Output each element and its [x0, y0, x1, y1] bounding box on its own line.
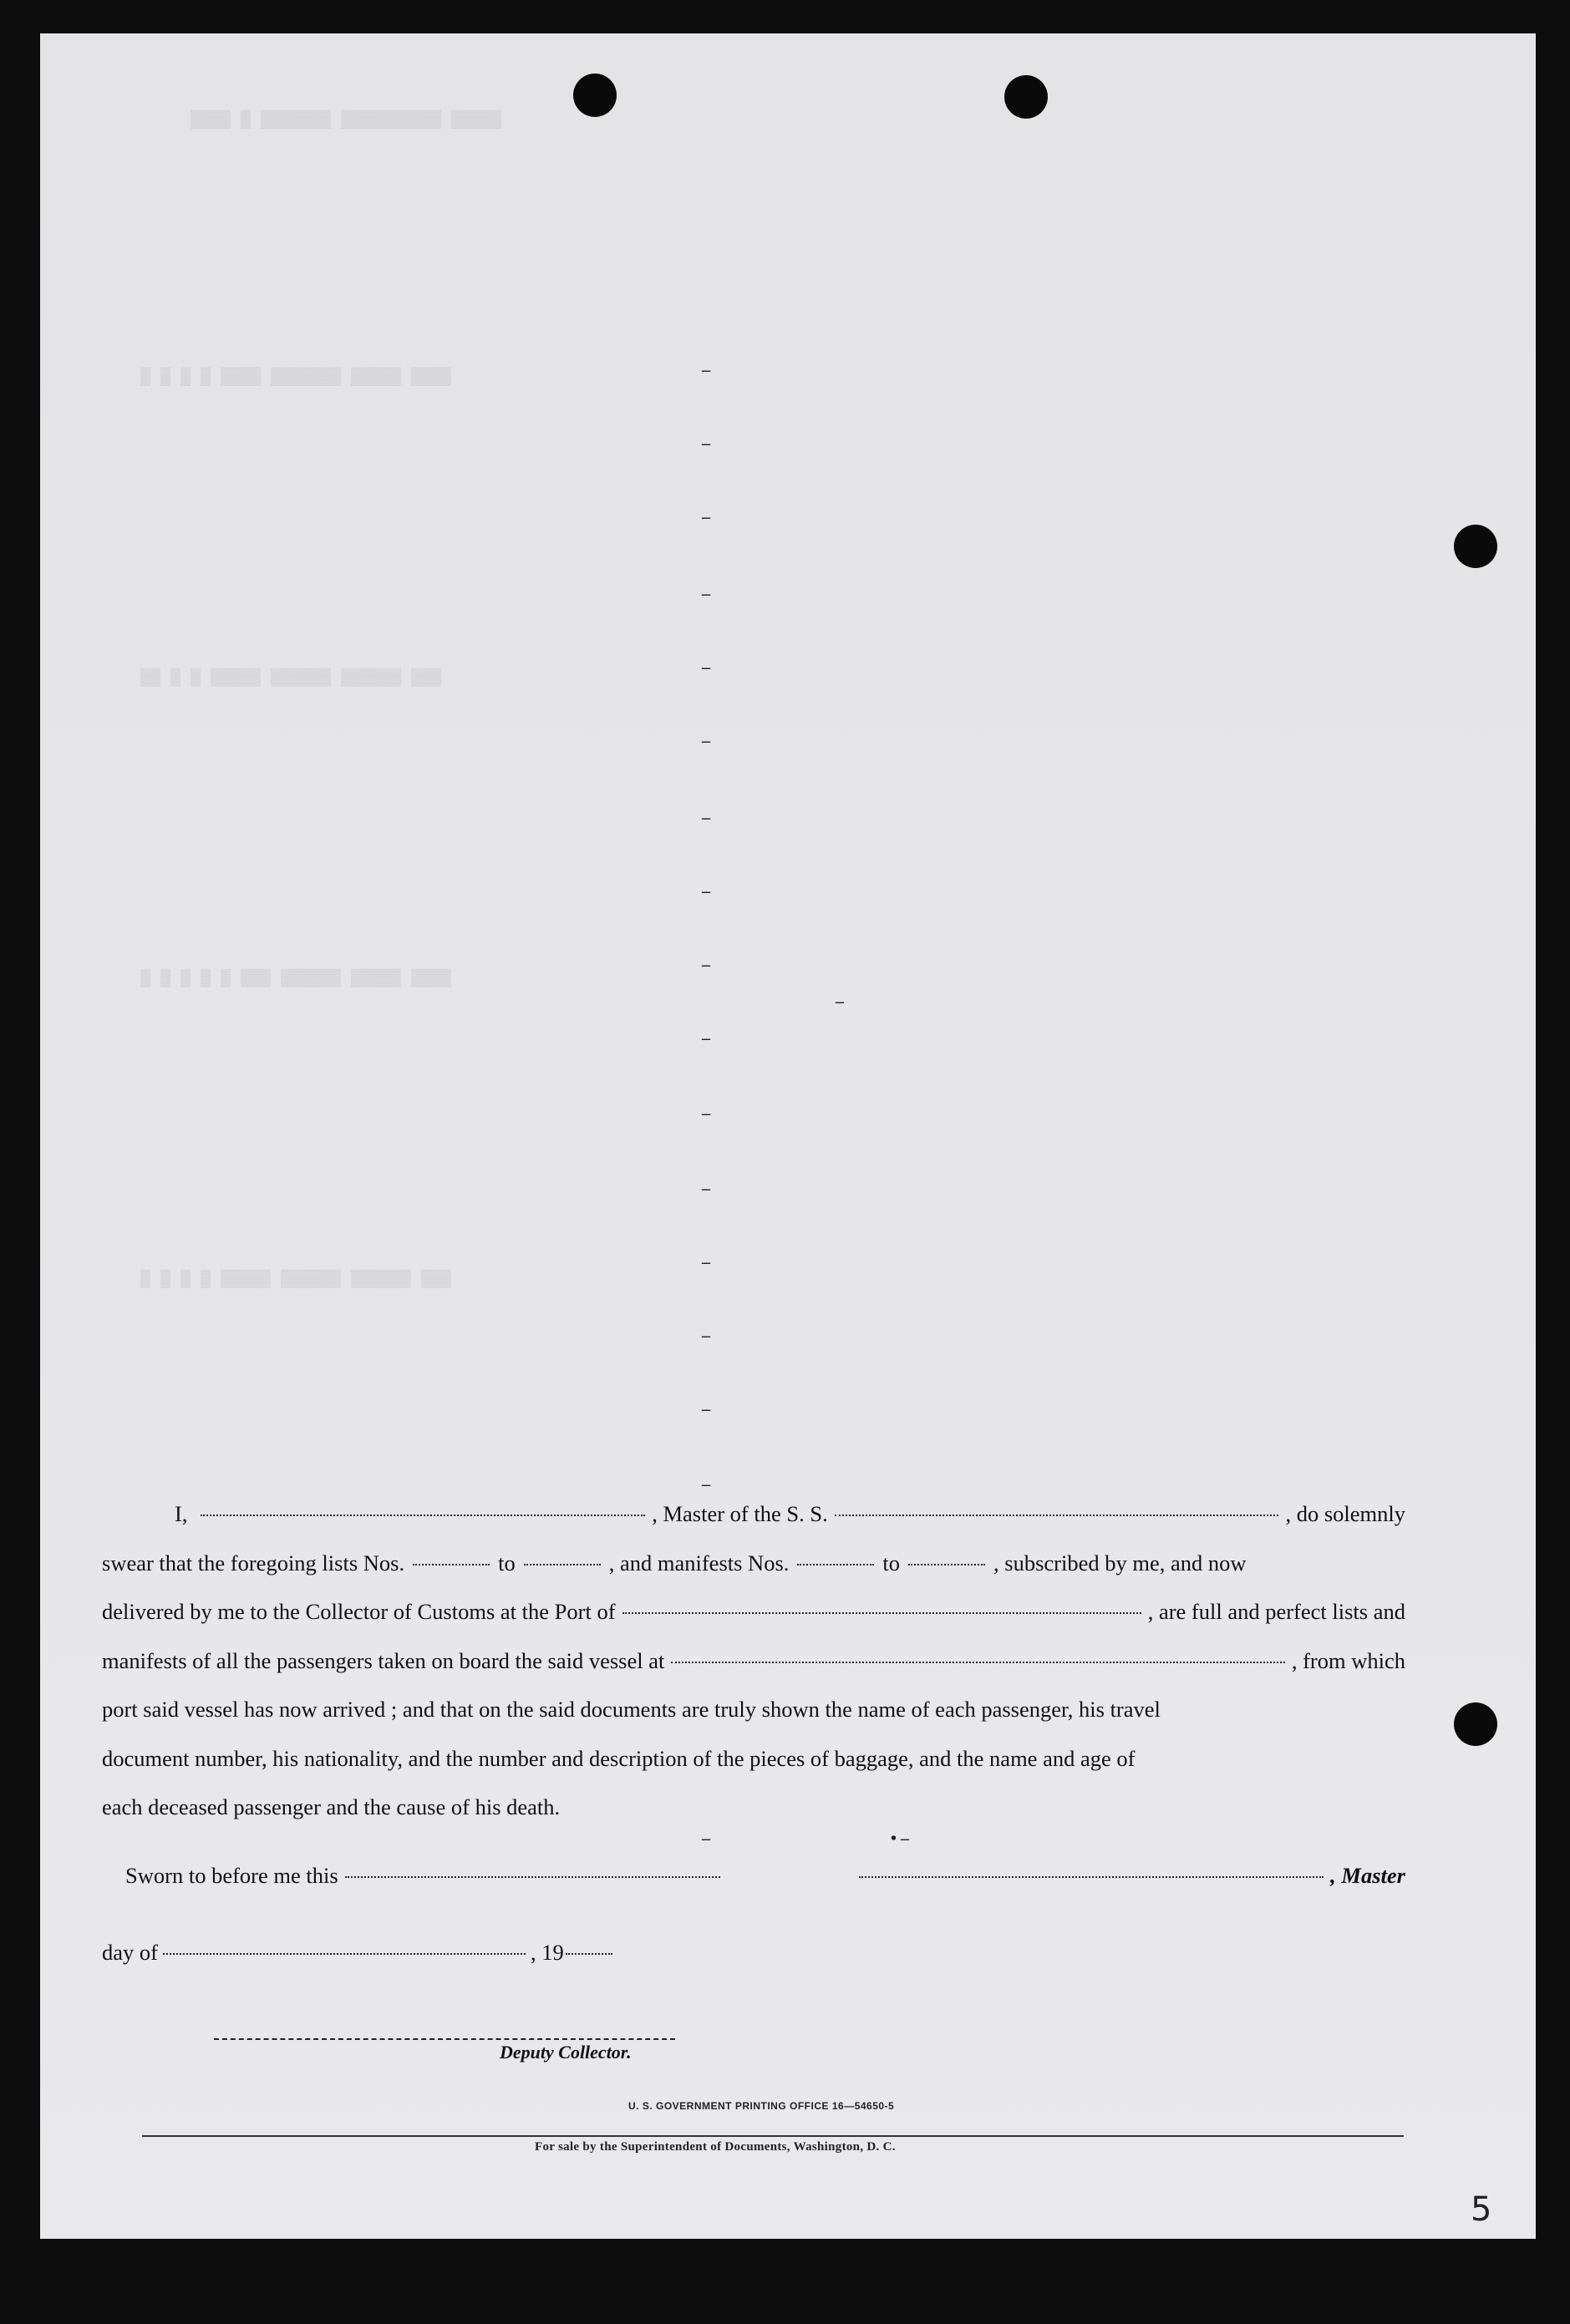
port-field[interactable] [622, 1612, 1141, 1614]
oath-master-of-ss: , Master of the S. S. [652, 1501, 828, 1526]
manifest-to-field[interactable] [908, 1564, 985, 1565]
deputy-signature-line[interactable] [214, 2038, 675, 2040]
manifest-from-field[interactable] [797, 1564, 874, 1565]
oath-line-3 [102, 1587, 1405, 1636]
oath-text [102, 1489, 1405, 1832]
oath-line-7 [102, 1783, 1405, 1832]
oath-manifests-of: manifests of all the passengers taken on board the said vessel at [102, 1647, 665, 1673]
master-signature-field[interactable] [859, 1876, 1324, 1878]
handwritten-page-mark: 5 [1471, 2190, 1492, 2229]
sworn-day-field[interactable] [345, 1876, 720, 1878]
oath-do-solemnly: , do solemnly [1285, 1501, 1406, 1526]
list-from-field[interactable] [413, 1564, 490, 1565]
oath-to-1: to [498, 1550, 516, 1576]
vessel-name-field[interactable] [835, 1515, 1279, 1516]
form-page: ▓▓▓▓ ▓ ▓▓▓▓▓▓▓ ▓▓▓▓▓▓▓▓▓▓ ▓▓▓▓▓ ▓ ▓ ▓ ▓ ▓▓▓▓ ▓▓▓▓▓▓▓ ▓▓▓▓▓ ▓▓▓▓ ▓▓ ▓ ▓ ▓▓▓▓▓ ▓▓▓▓▓▓ ▓▓▓▓▓▓ ▓▓▓ ▓ ▓ ▓ ▓ ▓ ▓▓▓ ▓▓▓▓▓▓ ▓▓▓▓▓ ▓▓▓▓ ▓ ▓ ▓ ▓ ▓▓▓▓▓ ▓▓▓▓▓▓ ▓▓▓▓▓▓ ▓▓▓ – – – – – – – – – – – – – – – – – – • – [40, 33, 1536, 2239]
oath-line-2 [102, 1539, 1405, 1588]
oath-line-5 [102, 1685, 1405, 1734]
oath-subscribed: , subscribed by me, and now [993, 1550, 1247, 1576]
oath-text-5: port said vessel has now arrived ; and that on the said documents are truly shown the name of each passenger, his travel [102, 1697, 1161, 1722]
year-field[interactable] [566, 1953, 612, 1955]
oath-text-7: each deceased passenger and the cause of his death. [102, 1794, 561, 1819]
oath-to-2: to [882, 1550, 901, 1576]
deputy-collector-label: Deputy Collector. [500, 2042, 632, 2063]
oath-i: I, [175, 1501, 188, 1526]
oath-swear: swear that the foregoing lists Nos. [102, 1550, 405, 1576]
day-of-label: day of [102, 1940, 158, 1965]
list-to-field[interactable] [524, 1564, 601, 1565]
oath-line-4 [102, 1636, 1405, 1686]
binder-hole-right-lower [1454, 1702, 1497, 1746]
printing-office-imprint: U. S. GOVERNMENT PRINTING OFFICE 16—54650-5 [628, 2100, 895, 2112]
sworn-label: Sworn to before me this [125, 1863, 338, 1888]
sale-notice: For sale by the Superintendent of Documents, Washington, D. C. [535, 2140, 896, 2154]
oath-manifests: , and manifests Nos. [608, 1550, 790, 1576]
master-label: , Master [1330, 1863, 1405, 1888]
oath-line-6 [102, 1734, 1405, 1784]
bleed-through-area: ▓▓▓▓ ▓ ▓▓▓▓▓▓▓ ▓▓▓▓▓▓▓▓▓▓ ▓▓▓▓▓ ▓ ▓ ▓ ▓ ▓▓▓▓ ▓▓▓▓▓▓▓ ▓▓▓▓▓ ▓▓▓▓ ▓▓ ▓ ▓ ▓▓▓▓▓ ▓▓▓▓▓▓ ▓▓▓▓▓▓ ▓▓▓ ▓ ▓ ▓ ▓ ▓ ▓▓▓ ▓▓▓▓▓▓ ▓▓▓▓▓ ▓▓▓▓ ▓ ▓ ▓ ▓ ▓▓▓▓▓ ▓▓▓▓▓▓ ▓▓▓▓▓▓ ▓▓▓ [140, 110, 502, 1289]
footer-rule [142, 2135, 1404, 2137]
master-name-field[interactable] [201, 1515, 645, 1516]
oath-text-6: document number, his nationality, and the number and description of the pieces of baggage, and the name and age of [102, 1745, 1136, 1771]
month-field[interactable] [163, 1953, 526, 1955]
departure-port-field[interactable] [671, 1662, 1285, 1663]
oath-from-which: , from which [1291, 1647, 1405, 1673]
oath-delivered: delivered by me to the Collector of Customs at the Port of [102, 1599, 616, 1624]
oath-full-perfect: , are full and perfect lists and [1147, 1599, 1405, 1624]
day-of-line [102, 1940, 612, 1966]
year-prefix: , 19 [530, 1940, 564, 1965]
oath-line-1 [102, 1489, 1405, 1539]
sworn-section [102, 1863, 1405, 1889]
